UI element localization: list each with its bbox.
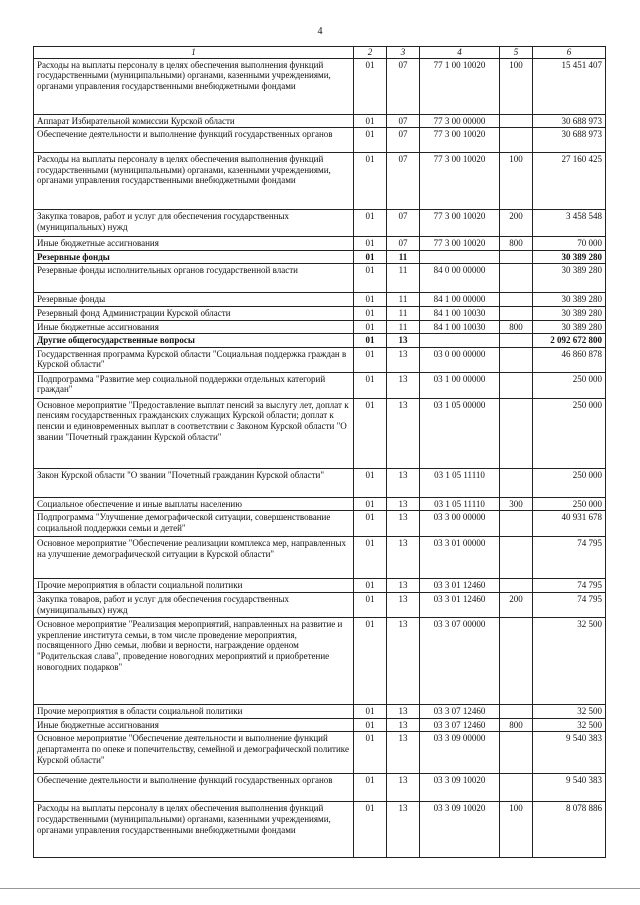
header-cell: 1: [34, 47, 354, 59]
page-number: 4: [317, 26, 323, 37]
table-row: [34, 497, 606, 511]
row-target-article-cell: 03 1 00 00000: [420, 372, 500, 398]
row-target-article-cell: 03 1 05 11110: [420, 497, 500, 511]
row-name-cell: Государственная программа Курской области "Социальная поддержка граждан в Курской области": [34, 347, 354, 372]
row-target-article-cell: 84 1 00 10030: [420, 320, 500, 334]
row-name-cell: Прочие мероприятия в области социальной политики: [34, 705, 354, 719]
row-expense-type-cell: 100: [500, 58, 533, 114]
row-subsection-cell: 13: [387, 774, 420, 802]
row-subsection-cell: 13: [387, 718, 420, 732]
row-expense-type-cell: [500, 705, 533, 719]
row-expense-type-cell: [500, 114, 533, 128]
row-name-cell: Закупка товаров, работ и услуг для обеспечения государственных (муниципальных) нужд: [34, 593, 354, 618]
row-section-cell: 01: [354, 320, 387, 334]
row-name-cell: Резервный фонд Администрации Курской области: [34, 307, 354, 321]
row-expense-type-cell: 100: [500, 802, 533, 858]
row-section-cell: 01: [354, 347, 387, 372]
table-row: [34, 732, 606, 774]
row-amount-cell: 9 540 383: [533, 774, 606, 802]
row-target-article-cell: 77 3 00 00000: [420, 114, 500, 128]
row-name-cell: Закупка товаров, работ и услуг для обеспечения государственных (муниципальных) нужд: [34, 210, 354, 237]
row-expense-type-cell: 200: [500, 593, 533, 618]
row-target-article-cell: 03 0 00 00000: [420, 347, 500, 372]
header-cell: 4: [420, 47, 500, 59]
row-expense-type-cell: [500, 537, 533, 579]
table-row: [34, 114, 606, 128]
row-expense-type-cell: 300: [500, 497, 533, 511]
row-amount-cell: 74 795: [533, 537, 606, 579]
row-target-article-cell: 03 3 00 00000: [420, 511, 500, 537]
row-section-cell: 01: [354, 58, 387, 114]
row-amount-cell: 30 389 280: [533, 320, 606, 334]
header-cell: 6: [533, 47, 606, 59]
row-expense-type-cell: [500, 732, 533, 774]
row-subsection-cell: 13: [387, 732, 420, 774]
row-target-article-cell: 03 3 09 00000: [420, 732, 500, 774]
row-target-article-cell: 03 3 07 12460: [420, 705, 500, 719]
table-row: [34, 293, 606, 307]
row-amount-cell: 70 000: [533, 237, 606, 251]
row-section-cell: 01: [354, 372, 387, 398]
row-section-cell: 01: [354, 618, 387, 705]
row-target-article-cell: 03 3 01 12460: [420, 579, 500, 593]
row-amount-cell: 3 458 548: [533, 210, 606, 237]
table-row: [34, 618, 606, 705]
page-bottom-rule: [0, 888, 640, 889]
row-subsection-cell: 13: [387, 593, 420, 618]
row-section-cell: 01: [354, 593, 387, 618]
row-subsection-cell: 11: [387, 250, 420, 264]
row-section-cell: 01: [354, 732, 387, 774]
table-row: [34, 237, 606, 251]
row-name-cell: Основное мероприятие "Предоставление выплат пенсий за выслугу лет, доплат к пенсиям государственных гражданских служащих Курской области; доплат к пенсии и единовременных выплат в соответствии с Законом Курской области "О звании "Почетный гражданин Курской области": [34, 398, 354, 468]
row-target-article-cell: 03 3 01 00000: [420, 537, 500, 579]
row-expense-type-cell: [500, 618, 533, 705]
row-name-cell: Основное мероприятие "Реализация мероприятий, направленных на развитие и укрепление института семьи, в том числе проведение мероприятия, посвященного Дню семьи, любви и верности, награждение орденом "Родительская слава", проведение новогодних мероприятий и приобретение новогодних подарков": [34, 618, 354, 705]
row-name-cell: Другие общегосударственные вопросы: [34, 334, 354, 348]
row-target-article-cell: 77 3 00 10020: [420, 128, 500, 153]
row-expense-type-cell: [500, 398, 533, 468]
row-expense-type-cell: [500, 468, 533, 497]
row-target-article-cell: [420, 250, 500, 264]
table-row: [34, 537, 606, 579]
row-amount-cell: 30 389 280: [533, 264, 606, 293]
row-amount-cell: 8 078 886: [533, 802, 606, 858]
row-amount-cell: 40 931 678: [533, 511, 606, 537]
row-amount-cell: 32 500: [533, 718, 606, 732]
table-row: [34, 593, 606, 618]
row-amount-cell: 30 389 280: [533, 293, 606, 307]
row-expense-type-cell: 200: [500, 210, 533, 237]
row-subsection-cell: 07: [387, 153, 420, 210]
row-subsection-cell: 07: [387, 114, 420, 128]
row-name-cell: Иные бюджетные ассигнования: [34, 320, 354, 334]
row-expense-type-cell: [500, 372, 533, 398]
row-name-cell: Расходы на выплаты персоналу в целях обеспечения выполнения функций государственными (муниципальными) органами, казенными учреждениями, органами управления государственными внебюджетными фондами: [34, 153, 354, 210]
table-row: [34, 264, 606, 293]
table-row: [34, 718, 606, 732]
row-name-cell: Подпрограмма "Развитие мер социальной поддержки отдельных категорий граждан": [34, 372, 354, 398]
row-amount-cell: 46 860 878: [533, 347, 606, 372]
row-expense-type-cell: [500, 128, 533, 153]
row-subsection-cell: 11: [387, 264, 420, 293]
row-subsection-cell: 13: [387, 372, 420, 398]
row-subsection-cell: 13: [387, 398, 420, 468]
row-subsection-cell: 13: [387, 334, 420, 348]
row-name-cell: Расходы на выплаты персоналу в целях обеспечения выполнения функций государственными (муниципальными) органами, казенными учреждениями, органами управления государственными внебюджетными фондами: [34, 58, 354, 114]
row-amount-cell: 30 389 280: [533, 307, 606, 321]
row-target-article-cell: 03 3 09 10020: [420, 774, 500, 802]
row-expense-type-cell: [500, 250, 533, 264]
row-section-cell: 01: [354, 468, 387, 497]
row-amount-cell: 30 688 973: [533, 114, 606, 128]
row-expense-type-cell: 100: [500, 153, 533, 210]
table-row: [34, 398, 606, 468]
row-name-cell: Иные бюджетные ассигнования: [34, 718, 354, 732]
header-cell: 5: [500, 47, 533, 59]
header-cell: 2: [354, 47, 387, 59]
table-row: [34, 58, 606, 114]
row-expense-type-cell: 800: [500, 237, 533, 251]
row-name-cell: Подпрограмма "Улучшение демографической ситуации, совершенствование социальной поддержки семьи и детей": [34, 511, 354, 537]
row-name-cell: Аппарат Избирательной комиссии Курской области: [34, 114, 354, 128]
row-name-cell: Резервные фонды: [34, 293, 354, 307]
row-section-cell: 01: [354, 293, 387, 307]
row-amount-cell: 250 000: [533, 398, 606, 468]
table-row: [34, 320, 606, 334]
row-expense-type-cell: [500, 264, 533, 293]
table-row: [34, 153, 606, 210]
row-expense-type-cell: [500, 293, 533, 307]
row-section-cell: 01: [354, 579, 387, 593]
row-section-cell: 01: [354, 718, 387, 732]
table-row: [34, 334, 606, 348]
row-target-article-cell: 03 3 01 12460: [420, 593, 500, 618]
table-row: [34, 802, 606, 858]
row-amount-cell: 27 160 425: [533, 153, 606, 210]
row-target-article-cell: 77 3 00 10020: [420, 153, 500, 210]
row-amount-cell: 74 795: [533, 593, 606, 618]
row-subsection-cell: 13: [387, 802, 420, 858]
row-subsection-cell: 13: [387, 618, 420, 705]
row-section-cell: 01: [354, 128, 387, 153]
row-target-article-cell: 84 0 00 00000: [420, 264, 500, 293]
table-row: [34, 468, 606, 497]
row-section-cell: 01: [354, 210, 387, 237]
row-section-cell: 01: [354, 153, 387, 210]
row-expense-type-cell: [500, 511, 533, 537]
row-amount-cell: 250 000: [533, 497, 606, 511]
row-target-article-cell: 03 3 07 12460: [420, 718, 500, 732]
row-subsection-cell: 13: [387, 468, 420, 497]
row-expense-type-cell: [500, 307, 533, 321]
row-section-cell: 01: [354, 264, 387, 293]
row-expense-type-cell: [500, 774, 533, 802]
row-target-article-cell: [420, 334, 500, 348]
row-target-article-cell: 77 1 00 10020: [420, 58, 500, 114]
row-section-cell: 01: [354, 511, 387, 537]
row-name-cell: Расходы на выплаты персоналу в целях обеспечения выполнения функций государственными (муниципальными) органами, казенными учреждениями, органами управления государственными внебюджетными фондами: [34, 802, 354, 858]
row-subsection-cell: 13: [387, 537, 420, 579]
row-subsection-cell: 07: [387, 237, 420, 251]
row-subsection-cell: 07: [387, 58, 420, 114]
row-subsection-cell: 13: [387, 579, 420, 593]
row-name-cell: Социальное обеспечение и иные выплаты населению: [34, 497, 354, 511]
table-row: [34, 579, 606, 593]
row-subsection-cell: 07: [387, 210, 420, 237]
row-amount-cell: 74 795: [533, 579, 606, 593]
table-row: [34, 250, 606, 264]
row-expense-type-cell: [500, 347, 533, 372]
row-section-cell: 01: [354, 334, 387, 348]
row-target-article-cell: 03 3 09 10020: [420, 802, 500, 858]
row-name-cell: Резервные фонды исполнительных органов государственной власти: [34, 264, 354, 293]
row-target-article-cell: 84 1 00 10030: [420, 307, 500, 321]
row-amount-cell: 9 540 383: [533, 732, 606, 774]
row-target-article-cell: 84 1 00 00000: [420, 293, 500, 307]
row-amount-cell: 2 092 672 800: [533, 334, 606, 348]
row-section-cell: 01: [354, 307, 387, 321]
row-name-cell: Резервные фонды: [34, 250, 354, 264]
table-row: [34, 372, 606, 398]
row-subsection-cell: 13: [387, 497, 420, 511]
row-target-article-cell: 03 1 05 00000: [420, 398, 500, 468]
row-amount-cell: 30 389 280: [533, 250, 606, 264]
row-expense-type-cell: 800: [500, 718, 533, 732]
row-name-cell: Иные бюджетные ассигнования: [34, 237, 354, 251]
table-row: [34, 347, 606, 372]
row-amount-cell: 32 500: [533, 618, 606, 705]
header-cell: 3: [387, 47, 420, 59]
row-amount-cell: 250 000: [533, 372, 606, 398]
row-target-article-cell: 03 1 05 11110: [420, 468, 500, 497]
row-subsection-cell: 11: [387, 320, 420, 334]
budget-table: [33, 46, 606, 858]
row-name-cell: Основное мероприятие "Обеспечение деятельности и выполнение функций департамента по опеке и попечительству, семейной и демографической политике Курской области": [34, 732, 354, 774]
row-expense-type-cell: [500, 334, 533, 348]
row-subsection-cell: 11: [387, 307, 420, 321]
table-row: [34, 774, 606, 802]
row-section-cell: 01: [354, 497, 387, 511]
row-amount-cell: 250 000: [533, 468, 606, 497]
table-row: [34, 128, 606, 153]
row-amount-cell: 15 451 407: [533, 58, 606, 114]
row-subsection-cell: 13: [387, 511, 420, 537]
row-name-cell: Обеспечение деятельности и выполнение функций государственных органов: [34, 774, 354, 802]
row-section-cell: 01: [354, 114, 387, 128]
row-amount-cell: 30 688 973: [533, 128, 606, 153]
table-row: [34, 307, 606, 321]
row-section-cell: 01: [354, 537, 387, 579]
row-section-cell: 01: [354, 398, 387, 468]
row-section-cell: 01: [354, 802, 387, 858]
row-expense-type-cell: [500, 579, 533, 593]
row-section-cell: 01: [354, 237, 387, 251]
table-row: [34, 705, 606, 719]
row-subsection-cell: 13: [387, 347, 420, 372]
row-name-cell: Основное мероприятие "Обеспечение реализации комплекса мер, направленных на улучшение демографической ситуации в Курской области": [34, 537, 354, 579]
table-header-row: [34, 47, 606, 59]
row-subsection-cell: 07: [387, 128, 420, 153]
row-section-cell: 01: [354, 705, 387, 719]
row-target-article-cell: 77 3 00 10020: [420, 237, 500, 251]
row-target-article-cell: 77 3 00 10020: [420, 210, 500, 237]
row-section-cell: 01: [354, 250, 387, 264]
row-name-cell: Прочие мероприятия в области социальной политики: [34, 579, 354, 593]
table-row: [34, 511, 606, 537]
row-subsection-cell: 13: [387, 705, 420, 719]
row-name-cell: Закон Курской области "О звании "Почетный гражданин Курской области": [34, 468, 354, 497]
row-subsection-cell: 11: [387, 293, 420, 307]
row-name-cell: Обеспечение деятельности и выполнение функций государственных органов: [34, 128, 354, 153]
row-expense-type-cell: 800: [500, 320, 533, 334]
row-target-article-cell: 03 3 07 00000: [420, 618, 500, 705]
row-amount-cell: 32 500: [533, 705, 606, 719]
table-row: [34, 210, 606, 237]
row-section-cell: 01: [354, 774, 387, 802]
